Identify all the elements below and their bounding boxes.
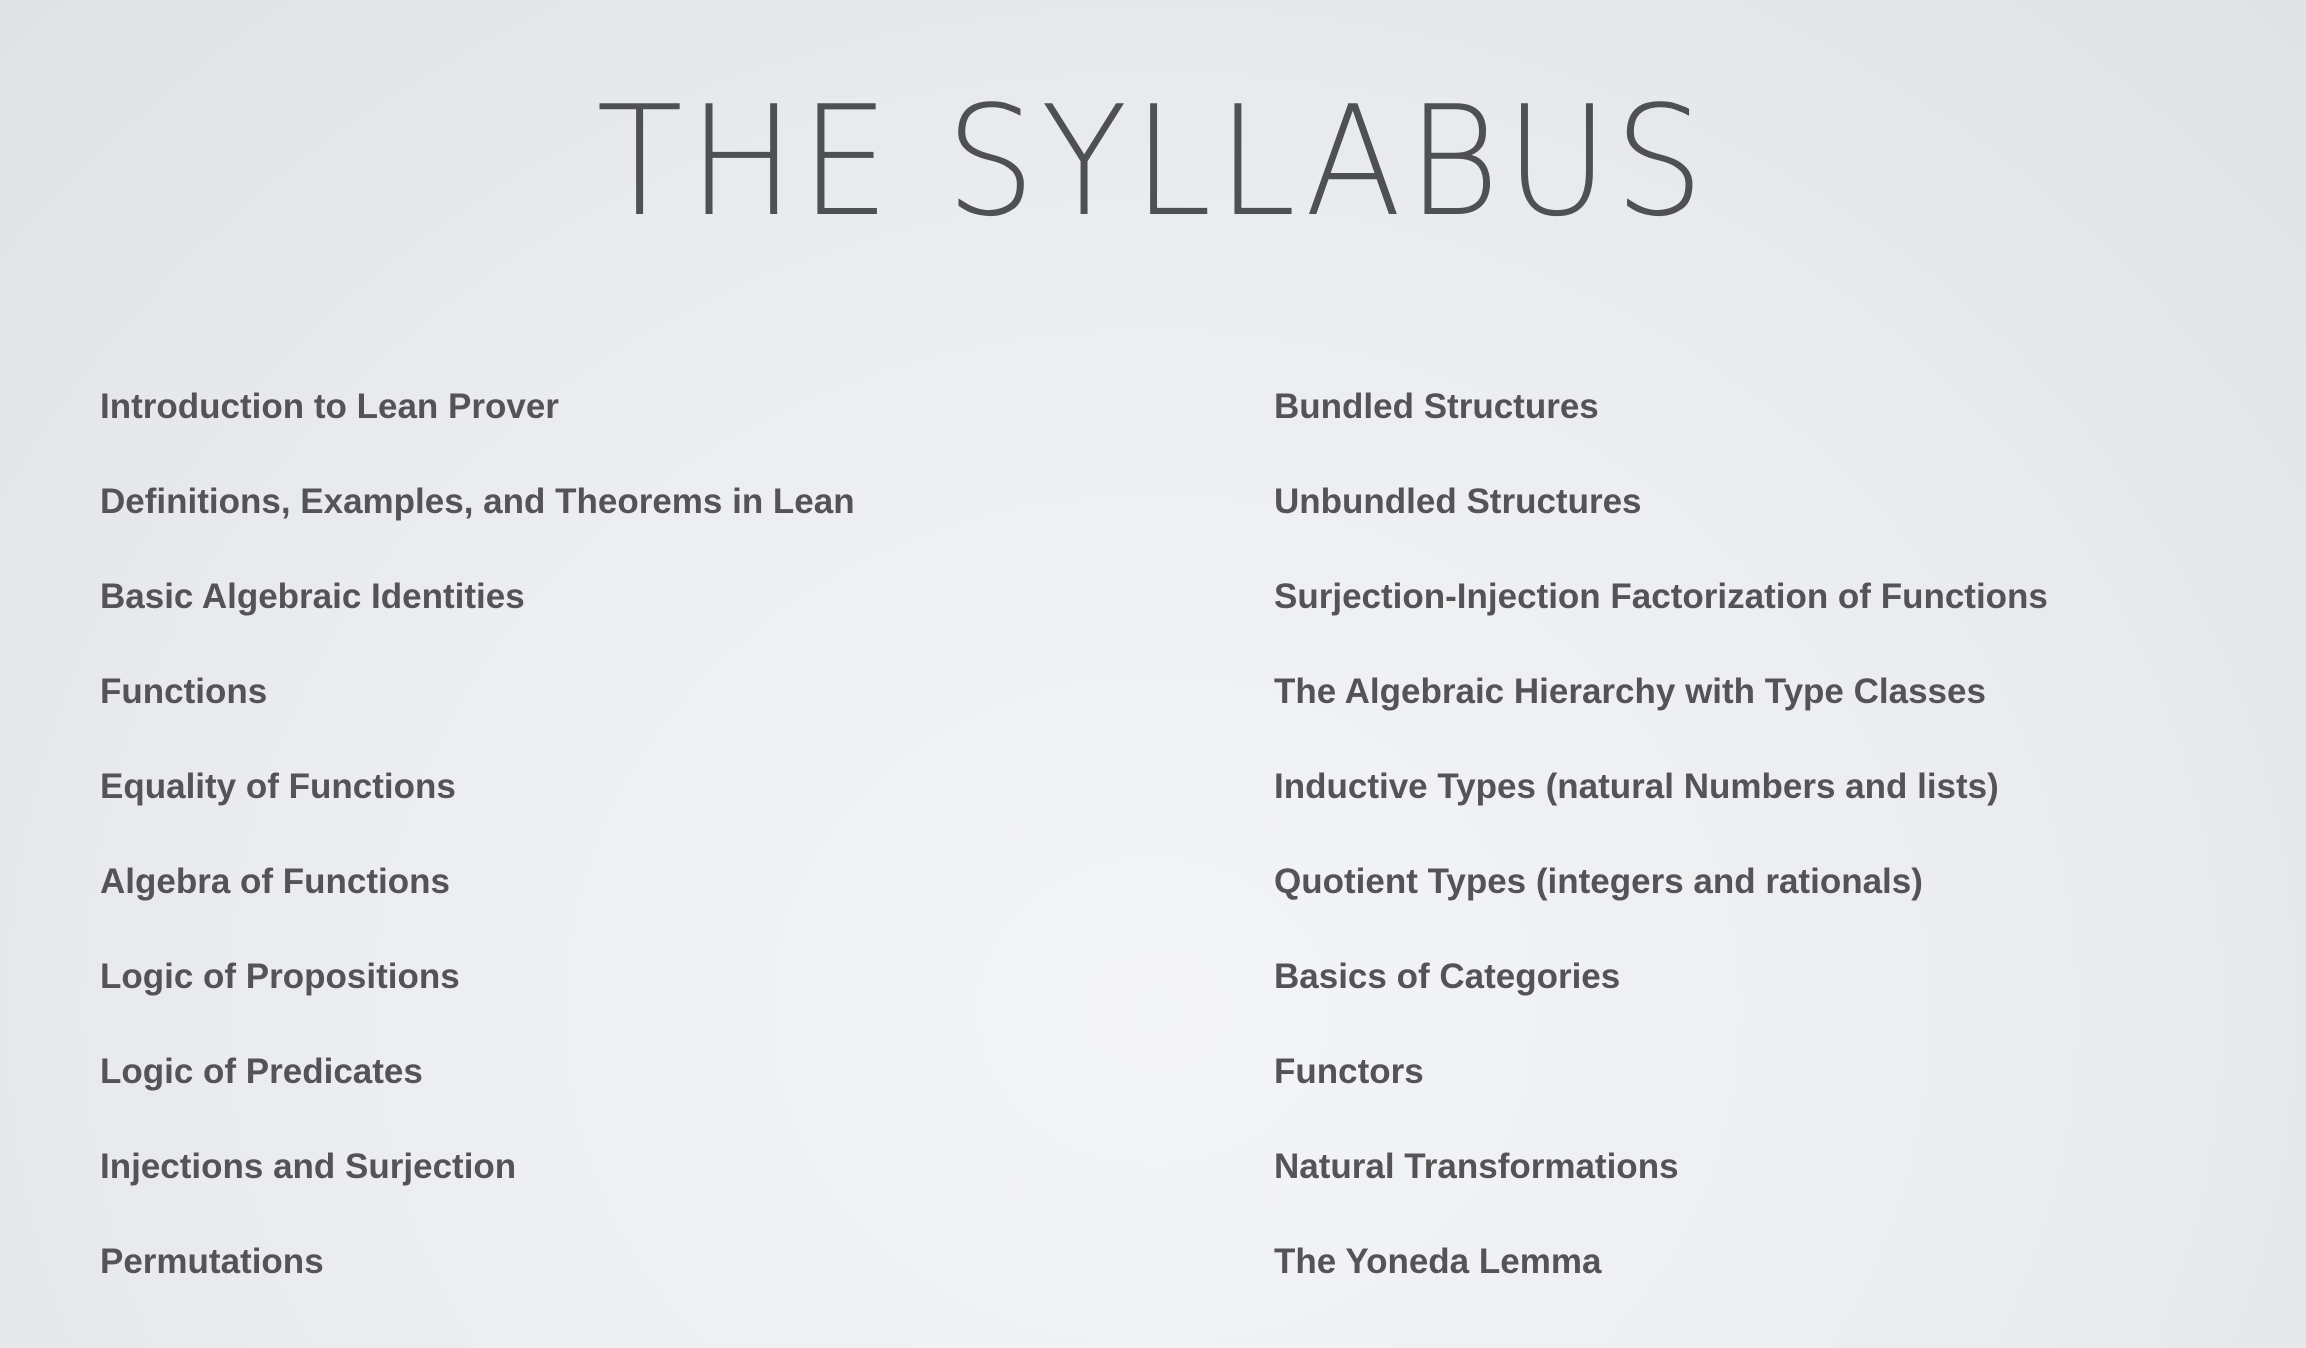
syllabus-item: Functors (1274, 1052, 1424, 1091)
syllabus-item: Introduction to Lean Prover (100, 387, 559, 426)
syllabus-item: Definitions, Examples, and Theorems in Lean (100, 482, 855, 521)
syllabus-item: Basic Algebraic Identities (100, 577, 525, 616)
syllabus-item: Algebra of Functions (100, 862, 450, 901)
syllabus-item: Functions (100, 672, 268, 711)
syllabus-item: Equality of Functions (100, 767, 456, 806)
syllabus-item: Bundled Structures (1274, 387, 1599, 426)
syllabus-item: Quotient Types (integers and rationals) (1274, 862, 1923, 901)
syllabus-left-column (100, 374, 1250, 1324)
syllabus-item: The Yoneda Lemma (1274, 1242, 1602, 1281)
syllabus-item: Basics of Categories (1274, 957, 1621, 996)
syllabus-item: The Algebraic Hierarchy with Type Classes (1274, 672, 1986, 711)
syllabus-item: Logic of Predicates (100, 1052, 423, 1091)
syllabus-item: Surjection-Injection Factorization of Functions (1274, 577, 2048, 616)
syllabus-item: Unbundled Structures (1274, 482, 1642, 521)
syllabus-item: Logic of Propositions (100, 957, 460, 996)
syllabus-item: Injections and Surjection (100, 1147, 517, 1186)
syllabus-item: Permutations (100, 1242, 324, 1281)
syllabus-item: Inductive Types (natural Numbers and lists) (1274, 767, 1999, 806)
syllabus-item: Natural Transformations (1274, 1147, 1679, 1186)
slide-title: THE SYLLABUS (596, 73, 1710, 250)
syllabus-right-column (1274, 374, 2274, 1324)
